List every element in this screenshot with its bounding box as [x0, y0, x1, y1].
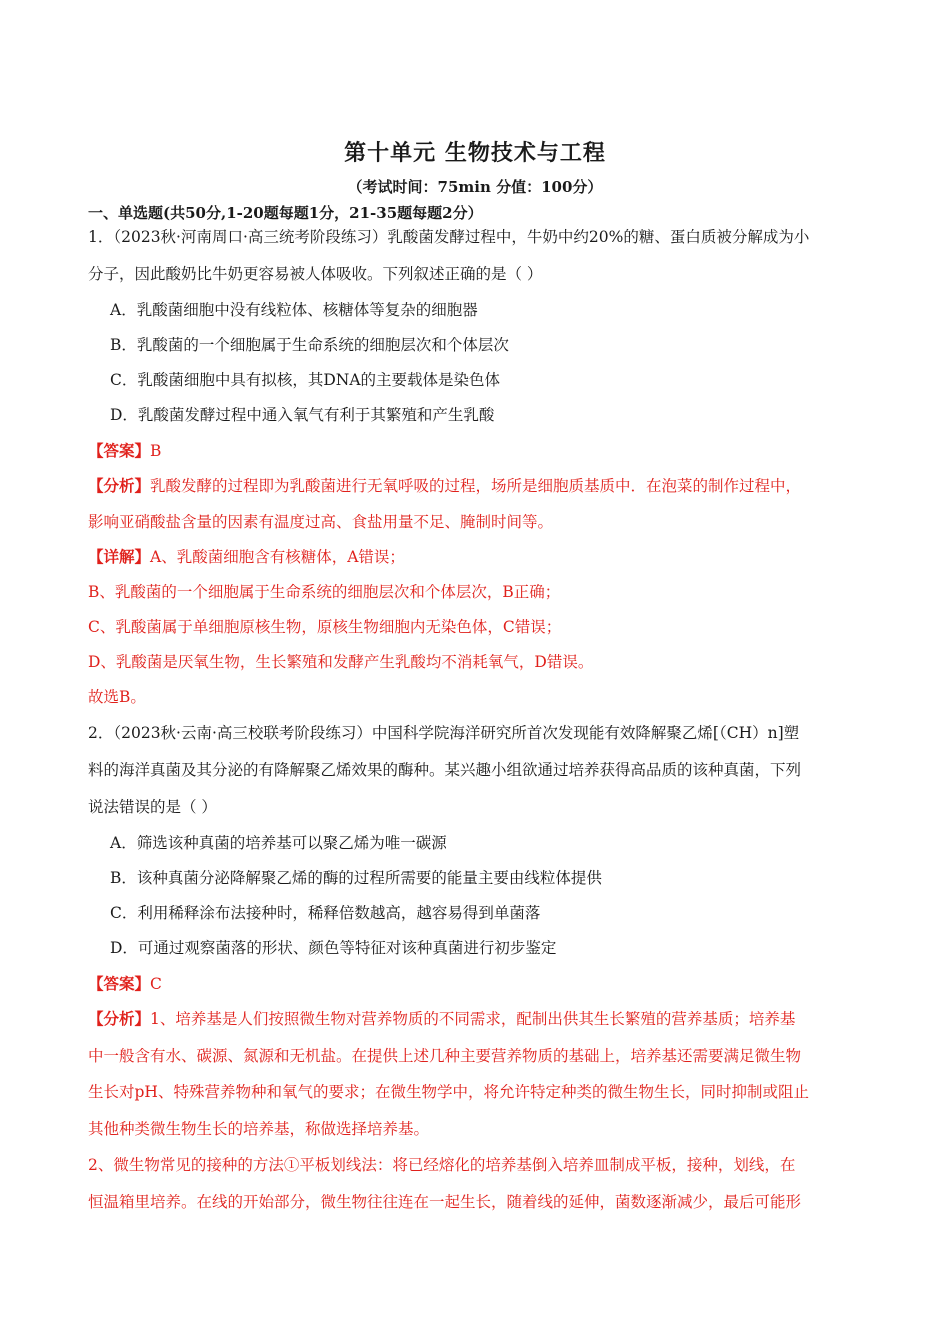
page-title: 第十单元 生物技术与工程 — [344, 140, 606, 166]
q2-option-d: D．可通过观察菌落的形状、颜色等特征对该种真菌进行初步鉴定 — [110, 939, 557, 957]
q2-option-b: B．该种真菌分泌降解聚乙烯的酶的过程所需要的能量主要由线粒体提供 — [110, 869, 602, 887]
analysis-label: 【分析】 — [88, 476, 151, 495]
answer-value: B — [150, 442, 162, 460]
section-heading: 一、单选题(共50分,1-20题每题1分，21-35题每题2分） — [88, 204, 483, 222]
q1-option-b: B．乳酸菌的一个细胞属于生命系统的细胞层次和个体层次 — [110, 336, 509, 354]
answer-label: 【答案】 — [88, 441, 151, 460]
analysis-text: 乳酸发酵的过程即为乳酸菌进行无氧呼吸的过程，场所是细胞质基质中．在泡菜的制作过程中， — [150, 477, 802, 495]
q2-option-c: C．利用稀释涂布法接种时，稀释倍数越高，越容易得到单菌落 — [110, 904, 541, 922]
q1-detail-line-4: D、乳酸菌是厌氧生物，生长繁殖和发酵产生乳酸均不消耗氧气，D错误。 — [88, 653, 594, 671]
detail-text: A、乳酸菌细胞含有核糖体，A错误； — [150, 548, 405, 566]
q2-analysis-line-1 — [88, 1008, 868, 1030]
q2-analysis-line-6: 恒温箱里培养。在线的开始部分，微生物往往连在一起生长，随着线的延伸，菌数逐渐减少，最后可能形 — [88, 1193, 802, 1211]
analysis-text: 1、培养基是人们按照微生物对营养物质的不同需求，配制出供其生长繁殖的营养基质；培养基 — [150, 1010, 796, 1028]
q1-detail-line-1 — [88, 546, 868, 568]
answer-value: C — [150, 975, 162, 993]
q1-stem-line-2: 分子，因此酸奶比牛奶更容易被人体吸收。下列叙述正确的是（ ） — [88, 265, 543, 283]
q2-analysis-line-3: 生长对pH、特殊营养物种和氧气的要求；在微生物学中，将允许特定种类的微生物生长，同时抑制或阻止 — [88, 1083, 809, 1101]
detail-label: 【详解】 — [88, 547, 151, 566]
q1-analysis-line-2: 影响亚硝酸盐含量的因素有温度过高、食盐用量不足、腌制时间等。 — [88, 513, 554, 531]
q2-analysis-line-4: 其他种类微生物生长的培养基，称做选择培养基。 — [88, 1120, 430, 1138]
exam-info: （考试时间：75min 分值：100分） — [347, 178, 603, 196]
q1-option-a: A．乳酸菌细胞中没有线粒体、核糖体等复杂的细胞器 — [110, 301, 478, 319]
q2-stem-line-3: 说法错误的是（ ） — [88, 798, 217, 816]
q1-option-d: D．乳酸菌发酵过程中通入氧气有利于其繁殖和产生乳酸 — [110, 406, 495, 424]
q2-option-a: A．筛选该种真菌的培养基可以聚乙烯为唯一碳源 — [110, 834, 447, 852]
q1-answer — [88, 440, 868, 462]
q1-option-c: C．乳酸菌细胞中具有拟核，其DNA的主要载体是染色体 — [110, 371, 501, 389]
q1-detail-line-2: B、乳酸菌的一个细胞属于生命系统的细胞层次和个体层次，B正确； — [88, 583, 561, 601]
q2-stem-line-1: 2．（2023秋·云南·高三校联考阶段练习）中国科学院海洋研究所首次发现能有效降解聚乙烯[（CH）n]塑 — [88, 724, 800, 742]
q2-stem-line-2: 料的海洋真菌及其分泌的有降解聚乙烯效果的酶种。某兴趣小组欲通过培养获得高品质的该种真菌，下列 — [88, 761, 802, 779]
q2-answer — [88, 973, 868, 995]
answer-label: 【答案】 — [88, 974, 151, 993]
q1-stem-line-1: 1．（2023秋·河南周口·高三统考阶段练习）乳酸菌发酵过程中，牛奶中约20%的糖、蛋白质被分解成为小 — [88, 228, 810, 246]
q1-analysis-line-1 — [88, 475, 868, 497]
q1-detail-line-3: C、乳酸菌属于单细胞原核生物，原核生物细胞内无染色体，C错误； — [88, 618, 562, 636]
q1-conclusion: 故选B。 — [88, 688, 146, 706]
q2-analysis-line-2: 中一般含有水、碳源、氮源和无机盐。在提供上述几种主要营养物质的基础上，培养基还需要满足微生物 — [88, 1047, 802, 1065]
q2-analysis-line-5: 2、微生物常见的接种的方法①平板划线法：将已经熔化的培养基倒入培养皿制成平板，接种，划线，在 — [88, 1156, 796, 1174]
analysis-label: 【分析】 — [88, 1009, 151, 1028]
